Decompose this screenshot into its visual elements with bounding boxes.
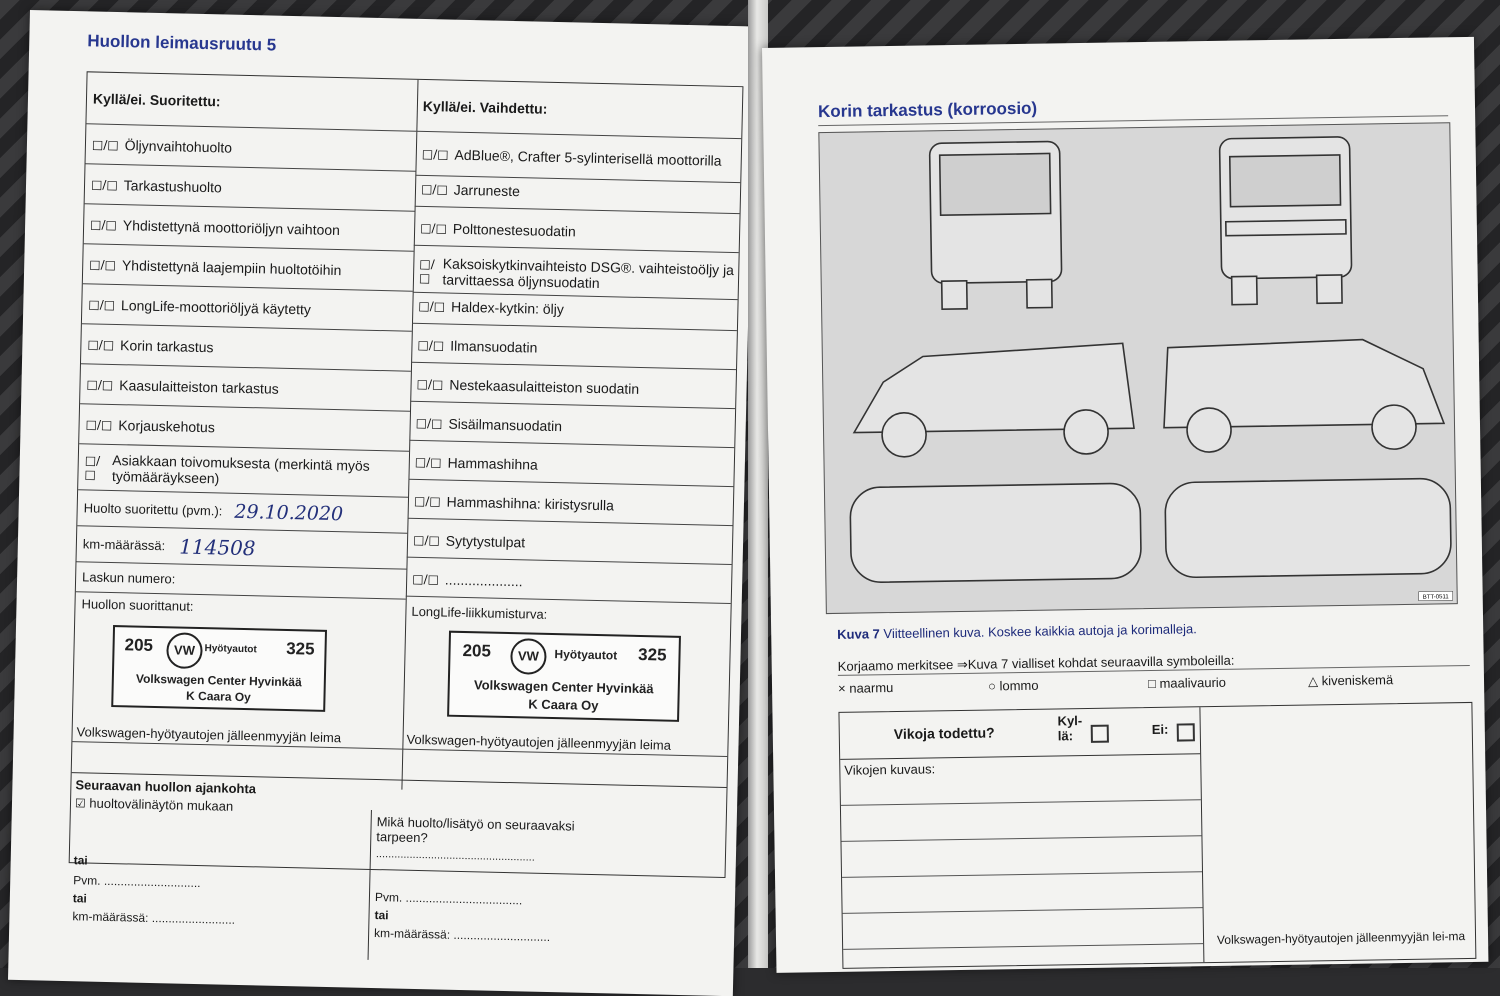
van-diagram	[818, 122, 1457, 614]
stamp-number-left: 205	[462, 640, 492, 661]
performed-column	[71, 72, 418, 789]
item-label: Jarruneste	[453, 181, 521, 199]
side-wheel	[1187, 408, 1232, 453]
next-option-label: huoltovälinäytön mukaan	[89, 795, 234, 814]
van-top-view	[850, 483, 1141, 583]
vw-logo-icon: VW	[510, 638, 547, 675]
item-label: Haldex-kytkin: öljy	[450, 298, 565, 317]
km-label: km-määrässä:	[82, 536, 166, 554]
checkbox-pair-icon[interactable]: □/□	[85, 416, 113, 432]
divider	[368, 810, 372, 960]
van-views-svg	[819, 123, 1456, 613]
symbol-legend-item: ○ lommo	[987, 677, 1039, 694]
stamp-line1: Volkswagen Center Hyvinkää	[135, 671, 302, 690]
checkbox-pair-icon[interactable]: □/□	[420, 181, 448, 197]
right-page	[762, 37, 1488, 973]
checkbox-pair-icon[interactable]: □/□	[90, 176, 118, 192]
next-work-line: ....................................................	[375, 848, 535, 864]
description-line	[841, 835, 1201, 842]
description-line	[841, 799, 1201, 806]
invoice-label: Laskun numero:	[81, 569, 176, 587]
next-date-line-right: Pvm. ...................................	[374, 890, 523, 908]
side-wheel	[1372, 405, 1417, 450]
item-label: Öljynvaihtohuolto	[124, 136, 233, 156]
stamp-line2: K Caara Oy	[185, 688, 251, 705]
next-date-line: Pvm. .............................	[73, 873, 201, 891]
checkbox-pair-icon[interactable]: □/□	[416, 376, 444, 391]
item-label: Kaasulaitteiston tarkastus	[119, 376, 279, 397]
item-label: Sisäilmansuodatin	[448, 415, 563, 434]
checkbox-pair-icon[interactable]: □/□	[417, 337, 445, 352]
no-label: Ei:	[1151, 721, 1169, 737]
no-checkbox[interactable]	[1177, 723, 1195, 741]
side-wheel	[882, 412, 927, 457]
item-label: ....................	[444, 571, 523, 589]
stamp-brand: Hyötyautot	[204, 643, 257, 656]
checkbox-pair-icon[interactable]: □/□	[86, 376, 114, 392]
description-label: Vikojen kuvaus:	[844, 761, 936, 778]
checked-box-icon: ☑	[74, 796, 86, 811]
done-date-label: Huolto suoritettu (pvm.):	[83, 500, 223, 519]
item-label: Korin tarkastus	[119, 336, 214, 355]
symbol-legend-item: △ kiveniskemä	[1307, 672, 1394, 689]
replaced-item-row	[411, 327, 737, 370]
rear-window	[940, 153, 1051, 215]
grille	[1226, 220, 1346, 236]
vw-logo-icon: VW	[166, 632, 203, 669]
dealer-stamp-label: Volkswagen-hyötyautojen jälleenmyyjän lei-ma	[1216, 929, 1466, 947]
replaced-item-row	[410, 366, 736, 409]
front-wheel-right	[1317, 275, 1342, 303]
description-line	[843, 943, 1203, 950]
or-label: tai	[73, 853, 88, 868]
item-label: Asiakkaan toivomuksesta (merkintä myös työmääräykseen)	[111, 451, 370, 486]
item-label: Korjauskehotus	[118, 416, 216, 435]
checkbox-pair-icon[interactable]: □/□	[412, 532, 440, 547]
stamp-line1: Volkswagen Center Hyvinkää	[473, 677, 654, 697]
item-label: Hammashihna: kiristysrulla	[446, 493, 615, 513]
side-wheel	[1064, 410, 1109, 455]
next-work-question: Mikä huolto/lisätyö on seuraavaksi tarpeen?	[376, 814, 575, 846]
replaced-item-row	[412, 288, 738, 331]
checkbox-pair-icon[interactable]: □/□	[84, 452, 101, 482]
checkbox-pair-icon[interactable]: □/□	[90, 216, 118, 232]
checkbox-pair-icon[interactable]: □/□	[89, 256, 117, 272]
page-title: Korin tarkastus (korroosio)	[817, 98, 1038, 122]
replaced-item-row	[415, 171, 741, 214]
replaced-item-row	[407, 522, 733, 565]
performed-item-row	[78, 444, 409, 497]
replaced-column	[401, 80, 742, 797]
item-label: Kaksoiskytkinvaihteisto DSG®. vaihteistoöljy ja tarvittaessa öljynsuodatin	[442, 254, 735, 291]
item-label: Yhdistettynä moottoriöljyn vaihtoon	[122, 216, 341, 238]
item-label: Polttonestesuodatin	[452, 220, 577, 239]
replaced-item-row	[408, 483, 734, 526]
stamp-caption-right: Volkswagen-hyötyautojen jälleenmyyjän leima	[406, 731, 672, 753]
performed-by-label: Huollon suorittanut:	[81, 596, 194, 614]
item-label: AdBlue®, Crafter 5-sylinterisellä moottorilla	[454, 146, 722, 169]
faults-row	[839, 707, 1200, 760]
description-line	[843, 907, 1203, 914]
checkbox-pair-icon[interactable]: □/□	[420, 220, 448, 236]
km-value: 114508	[178, 534, 256, 560]
left-page	[8, 10, 755, 996]
stamp-number-left: 205	[124, 635, 154, 655]
stamp-number-right: 325	[285, 638, 315, 659]
next-option	[75, 795, 234, 814]
defect-box	[838, 702, 1476, 969]
checkbox-pair-icon[interactable]: □/□	[414, 454, 442, 469]
replaced-item-row	[409, 405, 735, 448]
windshield	[1230, 155, 1341, 207]
checkbox-pair-icon[interactable]: □/□	[413, 493, 441, 508]
fig-code: BTT-0511	[1422, 594, 1449, 601]
page-title: Huollon leimausruutu 5	[87, 31, 277, 55]
item-label: Tarkastushuolto	[123, 176, 222, 195]
stamp-line2: K Caara Oy	[528, 696, 599, 714]
checkbox-pair-icon[interactable]: □/□	[418, 256, 435, 285]
item-label: LongLife-moottoriöljyä käytetty	[120, 296, 312, 317]
checkbox-pair-icon[interactable]: □/□	[87, 336, 115, 352]
item-label: Sytytystulpat	[445, 532, 526, 550]
performed-by-row	[72, 592, 405, 749]
service-table	[69, 71, 744, 945]
caption-text: Viitteellinen kuva. Koskee kaikkia autoja ja korimalleja.	[883, 621, 1197, 642]
symbol-legend-item: □ maalivaurio	[1147, 674, 1227, 692]
replaced-item-row	[414, 210, 740, 253]
item-label: Yhdistettynä laajempiin huoltotöihin	[121, 256, 342, 278]
front-wheel-left	[1232, 276, 1257, 304]
done-date-value: 29.10.2020	[234, 500, 344, 525]
van-underbody-view	[1165, 478, 1451, 577]
header-label: Kyllä/ei. Suoritettu:	[92, 89, 221, 109]
stamp-caption-left: Volkswagen-hyötyautojen jälleenmyyjän leima	[76, 724, 342, 746]
checkbox-pair-icon[interactable]: □/□	[412, 571, 440, 586]
performed-header	[86, 72, 417, 131]
yes-label: Kyl-lä:	[1057, 713, 1083, 744]
item-label: Nestekaasulaitteiston suodatin	[449, 376, 640, 397]
rear-wheel-left	[942, 281, 967, 309]
stamp-brand: Hyötyautot	[554, 647, 618, 663]
item-label: Ilmansuodatin	[450, 337, 538, 356]
longlife-row	[402, 600, 730, 757]
replaced-item-row	[406, 561, 732, 604]
caption-bold: Kuva 7	[837, 626, 880, 642]
replaced-item-row	[408, 444, 734, 487]
stamp-number-right: 325	[637, 644, 667, 665]
checkbox-pair-icon[interactable]: □/□	[421, 146, 449, 162]
dealer-stamp-left	[111, 625, 327, 712]
item-label: Hammashihna	[447, 454, 538, 473]
next-km-line-right: km-määrässä: .............................	[373, 926, 551, 945]
faults-found-label: Vikoja todettu?	[893, 724, 995, 743]
figure-caption	[837, 621, 1197, 642]
yes-checkbox[interactable]	[1091, 725, 1109, 743]
next-service-box	[68, 772, 727, 968]
symbol-legend-item: × naarmu	[837, 680, 894, 696]
rear-wheel-right	[1027, 279, 1052, 307]
or-label: tai	[374, 908, 389, 923]
longlife-label: LongLife-liikkumisturva:	[411, 603, 548, 622]
header-label: Kyllä/ei. Vaihdettu:	[422, 97, 548, 117]
description-line	[842, 871, 1202, 878]
or-label: tai	[72, 891, 88, 906]
checkbox-pair-icon[interactable]: □/□	[415, 415, 443, 430]
next-km-line: km-määrässä: .........................	[72, 909, 236, 927]
symbols-intro: Korjaamo merkitsee ⇒Kuva 7 vialliset kohdat seuraavilla symboleilla:	[837, 652, 1235, 674]
checkbox-pair-icon[interactable]: □/□	[91, 136, 119, 152]
checkbox-pair-icon[interactable]: □/□	[418, 298, 446, 313]
next-service-title: Seuraavan huollon ajankohta	[75, 777, 257, 797]
dealer-stamp-right	[447, 631, 681, 722]
checkbox-pair-icon[interactable]: □/□	[88, 296, 116, 312]
replaced-header	[416, 80, 742, 139]
